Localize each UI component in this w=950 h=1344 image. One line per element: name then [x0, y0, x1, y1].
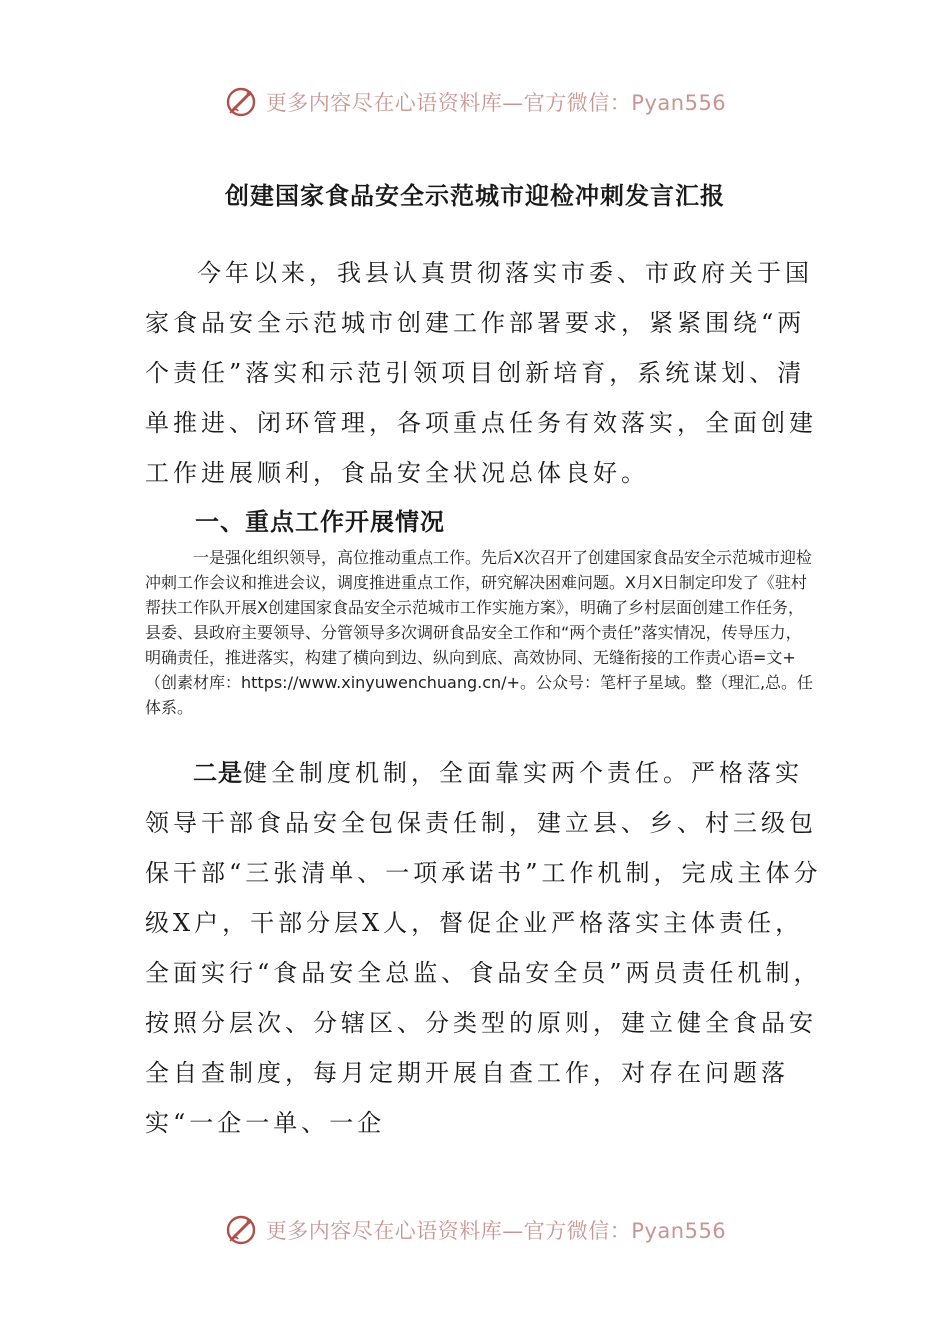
intro-paragraph: 今年以来，我县认真贯彻落实市委、市政府关于国家食品安全示范城市创建工作部署要求，紧紧围绕“两个责任”落实和示范引领项目创新培育，系统谋划、清单推进、闭环管理，各项重点任务有效落实，全面创建工作进展顺利，食品安全状况总体良好。 [145, 259, 817, 487]
watermark-header [0, 82, 950, 122]
point-one-paragraph: 一是强化组织领导，高位推动重点工作。先后X次召开了创建国家食品安全示范城市迎检冲刺工作会议和推进会议，调度推进重点工作，研究解决困难问题。X月X日制定印发了《驻村帮扶工作队开展X创建国家食品安全示范城市工作实施方案》，明确了乡村层面创建工作任务，县委、县政府主要领导、分管领导多次调研食品安全工作和“两个责任”落实情况，传导压力，明确责任，推进落实，构建了横向到边、纵向到底、高效协同、无缝衔接的工作责心语=文+（创素材库：https://www.xinyuwenchuang.cn/+。公众号：笔杆子星域。整（理汇,总。任体系。 [145, 548, 814, 717]
section-heading: 一、重点工作开展情况 [195, 508, 445, 536]
watermark-footer [0, 1210, 950, 1250]
point-two-paragraph [145, 748, 825, 1148]
pen-circle-logo-icon [224, 1213, 258, 1247]
watermark-text: 更多内容尽在心语资料库—官方微信：Pyan556 [265, 91, 727, 115]
point-two-text: 健全制度机制，全面靠实两个责任。严格落实领导干部食品安全包保责任制，建立县、乡、村三级包保干部“三张清单、一项承诺书”工作机制，完成主体分级X户，干部分层X人，督促企业严格落实主体责任，全面实行“食品安全总监、食品安全员”两员责任机制，按照分层次、分辖区、分类型的原则，建立健全食品安全自查制度，每月定期开展自查工作，对存在问题落实“一企一单、一企 [145, 759, 822, 1137]
watermark-text: 更多内容尽在心语资料库—官方微信：Pyan556 [265, 1219, 727, 1243]
point-two-lead: 二是 [193, 758, 243, 787]
document-title: 创建国家食品安全示范城市迎检冲刺发言汇报 [225, 181, 725, 210]
pen-circle-logo-icon [224, 85, 258, 119]
